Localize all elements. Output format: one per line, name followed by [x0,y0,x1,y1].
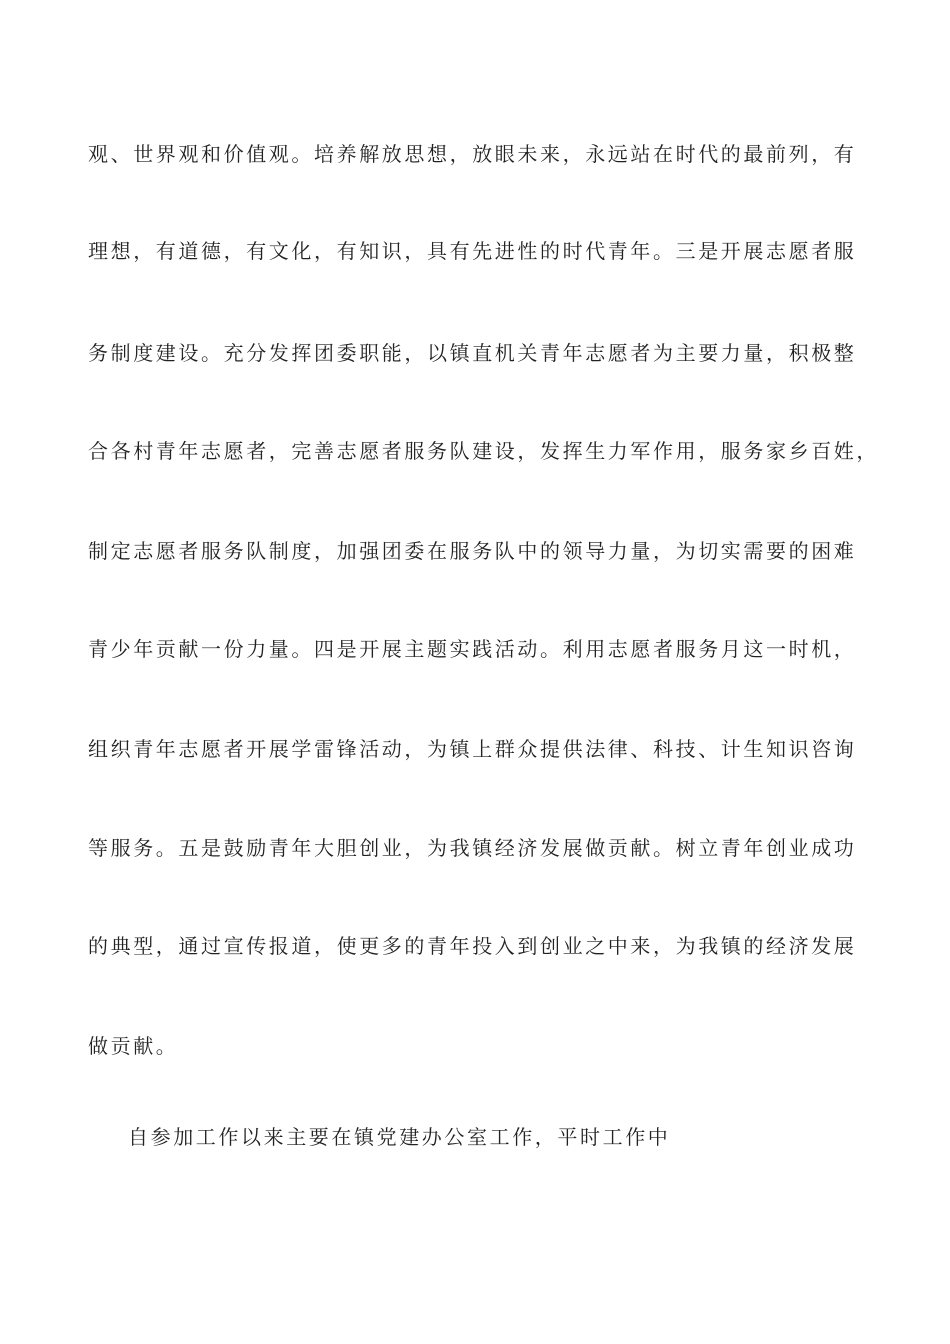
text-line-7: 组织青年志愿者开展学雷锋活动，为镇上群众提供法律、科技、计生知识咨询 [88,737,857,761]
text-line-5: 制定志愿者服务队制度，加强团委在服务队中的领导力量，为切实需要的困难 [88,539,857,563]
text-line-9: 的典型，通过宣传报道，使更多的青年投入到创业之中来，为我镇的经济发展 [88,934,857,958]
text-line-6: 青少年贡献一份力量。四是开展主题实践活动。利用志愿者服务月这一时机， [88,637,857,661]
text-line-10: 做贡献。 [88,1034,179,1058]
text-line-1: 观、世界观和价值观。培养解放思想，放眼未来，永远站在时代的最前列，有 [88,142,857,166]
text-line-2: 理想，有道德，有文化，有知识，具有先进性的时代青年。三是开展志愿者服 [88,239,857,263]
text-line-3: 务制度建设。充分发挥团委职能，以镇直机关青年志愿者为主要力量，积极整 [88,341,857,365]
text-line-4: 合各村青年志愿者，完善志愿者服务队建设，发挥生力军作用，服务家乡百姓， [88,439,879,463]
text-line-8: 等服务。五是鼓励青年大胆创业，为我镇经济发展做贡献。树立青年创业成功 [88,836,857,860]
paragraph-start-line: 自参加工作以来主要在镇党建办公室工作，平时工作中 [128,1125,671,1149]
